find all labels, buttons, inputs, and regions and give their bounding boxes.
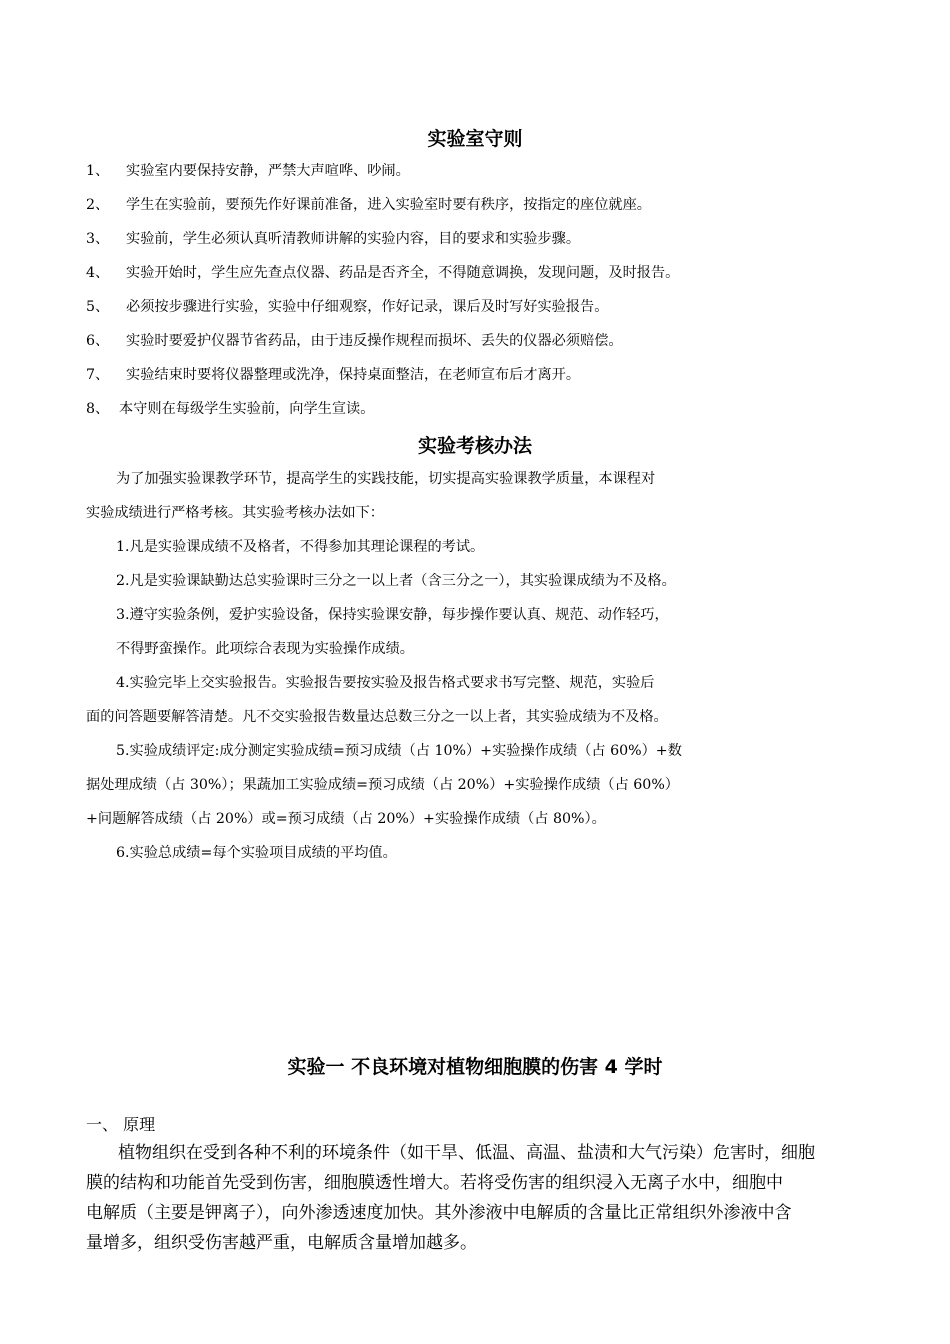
rule-item <box>86 229 580 249</box>
assessment-line: 实验成绩进行严格考核。其实验考核办法如下： <box>86 505 384 521</box>
rule-number: 5、 <box>86 299 110 315</box>
rule-item <box>86 399 374 419</box>
rule-item <box>86 263 679 283</box>
principle-line: 电解质（主要是钾离子），向外渗透速度加快。其外渗液中电解质的含量比正常组织外渗液中含 <box>86 1203 792 1223</box>
assessment-title: 实验考核办法 <box>417 435 532 457</box>
assessment-item: 5.实验成绩评定:成分测定实验成绩=预习成绩（占 10%）+实验操作成绩（占 60%）+数 <box>116 743 682 759</box>
rule-text: 实验开始时，学生应先查点仪器、药品是否齐全，不得随意调换，发现问题，及时报告。 <box>126 265 680 281</box>
rule-text: 实验室内要保持安静，严禁大声喧哗、吵闹。 <box>126 163 410 179</box>
assessment-item: 2.凡是实验课缺勤达总实验课时三分之一以上者（含三分之一），其实验课成绩为不及格。 <box>116 573 676 589</box>
experiment-title: 实验一 不良环境对植物细胞膜的伤害 4 学时 <box>287 1056 663 1078</box>
assessment-item: 4.实验完毕上交实验报告。实验报告要按实验及报告格式要求书写完整、规范，实验后 <box>116 675 655 691</box>
rule-item <box>86 365 580 385</box>
assessment-item: 6.实验总成绩=每个实验项目成绩的平均值。 <box>116 845 397 861</box>
rule-item <box>86 297 608 317</box>
lab-rules-title: 实验室守则 <box>427 128 523 150</box>
rule-number: 3、 <box>86 231 110 247</box>
rule-number: 7、 <box>86 367 110 383</box>
rule-text: 实验时要爱护仪器节省药品，由于违反操作规程而损坏、丢失的仪器必须赔偿。 <box>126 333 623 349</box>
rule-number: 2、 <box>86 197 110 213</box>
assessment-line: +问题解答成绩（占 20%）或=预习成绩（占 20%）+实验操作成绩（占 80%）。 <box>86 811 606 827</box>
assessment-line: 为了加强实验课教学环节，提高学生的实践技能，切实提高实验课教学质量，本课程对 <box>116 471 656 487</box>
rule-item <box>86 161 410 181</box>
principle-heading: 一、 原理 <box>86 1115 156 1134</box>
assessment-line: 据处理成绩（占 30%）；果蔬加工实验成绩=预习成绩（占 20%）+实验操作成绩（占 60%） <box>86 777 679 793</box>
principle-line: 量增多，组织受伤害越严重，电解质含量增加越多。 <box>86 1233 477 1253</box>
rule-item <box>86 195 651 215</box>
rule-number: 8、 <box>86 401 110 417</box>
rule-number: 1、 <box>86 163 110 179</box>
principle-line: 膜的结构和功能首先受到伤害，细胞膜透性增大。若将受伤害的组织浸入无离子水中，细胞中 <box>86 1173 783 1193</box>
rule-number: 4、 <box>86 265 110 281</box>
assessment-item: 3.遵守实验条例，爱护实验设备，保持实验课安静，每步操作要认真、规范、动作轻巧， <box>116 607 669 623</box>
assessment-item: 1.凡是实验课成绩不及格者，不得参加其理论课程的考试。 <box>116 539 485 555</box>
assessment-line: 面的问答题要解答清楚。凡不交实验报告数量达总数三分之一以上者，其实验成绩为不及格。 <box>86 709 668 725</box>
rule-text: 学生在实验前，要预先作好课前准备，进入实验室时要有秩序，按指定的座位就座。 <box>126 197 651 213</box>
rule-item <box>86 331 623 351</box>
principle-line: 植物组织在受到各种不利的环境条件（如干旱、低温、高温、盐渍和大气污染）危害时，细胞 <box>118 1143 815 1163</box>
rule-number: 6、 <box>86 333 110 349</box>
rule-text: 本守则在每级学生实验前，向学生宣读。 <box>119 401 375 417</box>
assessment-line: 不得野蛮操作。此项综合表现为实验操作成绩。 <box>116 641 414 657</box>
rule-text: 实验结束时要将仪器整理或洗净，保持桌面整洁，在老师宣布后才离开。 <box>126 367 581 383</box>
rule-text: 实验前，学生必须认真听清教师讲解的实验内容，目的要求和实验步骤。 <box>126 231 581 247</box>
rule-text: 必须按步骤进行实验，实验中仔细观察，作好记录，课后及时写好实验报告。 <box>126 299 609 315</box>
